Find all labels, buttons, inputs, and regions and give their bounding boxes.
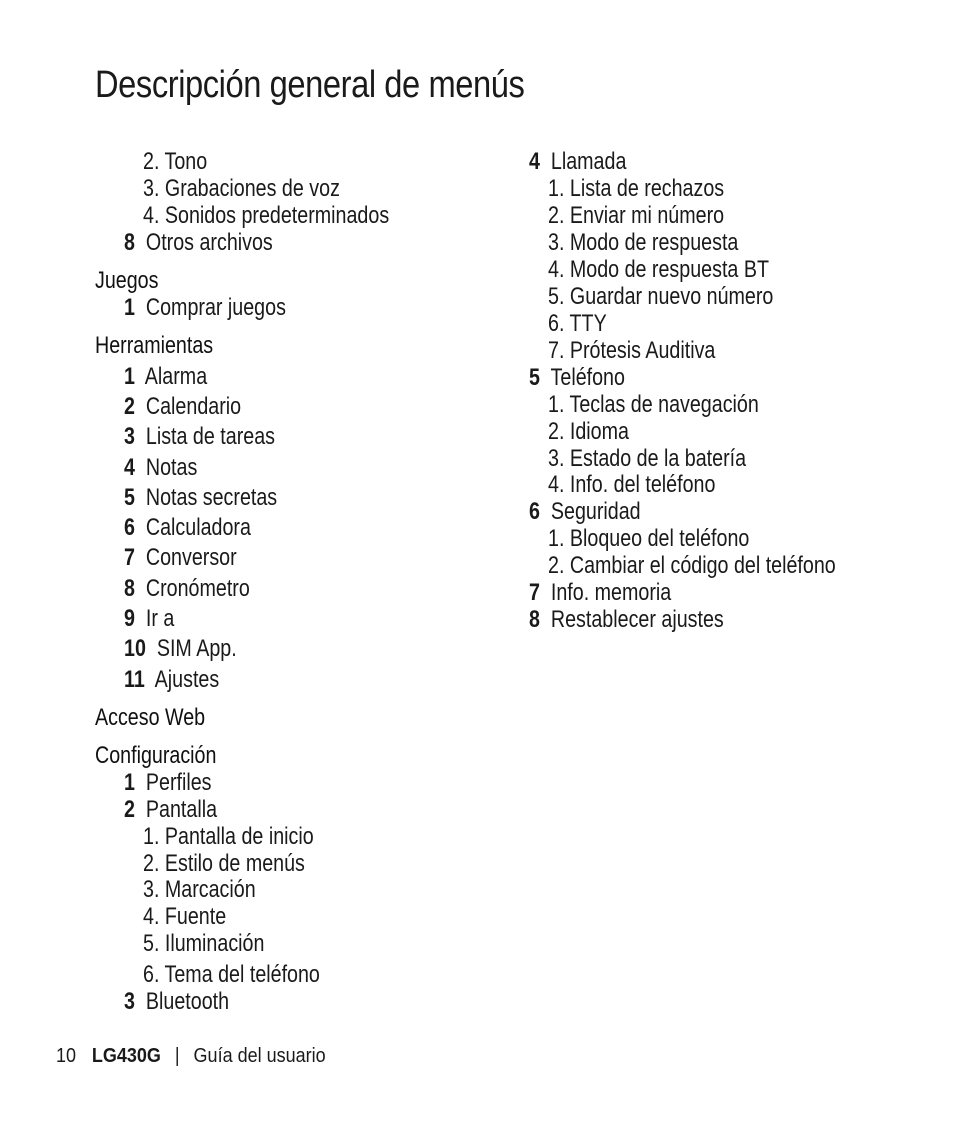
list-item <box>124 363 207 391</box>
item-number: 11 <box>124 666 145 693</box>
page-number: 10 <box>56 1045 77 1067</box>
list-item <box>124 635 237 663</box>
page-footer <box>56 1045 326 1068</box>
list-item: 3. Estado de la batería <box>548 445 747 472</box>
item-label: Perfiles <box>145 769 212 796</box>
list-item <box>124 605 174 633</box>
list-item: 2. Cambiar el código del teléfono <box>548 552 836 579</box>
list-item <box>124 796 217 824</box>
item-number: 8 <box>529 606 540 633</box>
list-item: 5. Iluminación <box>143 930 265 957</box>
list-item: 3. Modo de respuesta <box>548 229 739 256</box>
list-item: 4. Modo de respuesta BT <box>548 256 769 283</box>
list-item <box>124 666 219 694</box>
item-number: 7 <box>529 579 540 606</box>
list-item <box>124 454 197 482</box>
item-number: 7 <box>124 544 135 571</box>
item-label: Pantalla <box>145 796 218 823</box>
item-number: 4 <box>529 148 540 175</box>
list-item <box>529 498 641 526</box>
list-item: 6. Tema del teléfono <box>143 961 320 988</box>
model-name: LG430G <box>91 1045 161 1067</box>
list-item: 2. Idioma <box>548 418 629 445</box>
list-item: 2. Estilo de menús <box>143 850 305 877</box>
item-label: Bluetooth <box>145 988 230 1015</box>
item-number: 6 <box>124 514 135 541</box>
list-item: 1. Pantalla de inicio <box>143 823 314 850</box>
list-item: 4. Fuente <box>143 903 227 930</box>
list-item: 1. Lista de rechazos <box>548 175 725 202</box>
list-item: 1. Teclas de navegación <box>548 391 759 418</box>
list-item: 7. Prótesis Auditiva <box>548 337 716 364</box>
item-label: Seguridad <box>550 498 641 525</box>
item-number: 9 <box>124 605 135 632</box>
item-label: Calendario <box>145 393 242 420</box>
guide-title: Guía del usuario <box>193 1045 326 1067</box>
item-label: Notas secretas <box>145 484 278 511</box>
item-label: Info. memoria <box>550 579 672 606</box>
list-item: 5. Guardar nuevo número <box>548 283 774 310</box>
item-label: Calculadora <box>145 514 251 541</box>
item-label: Lista de tareas <box>145 423 275 450</box>
item-label: Notas <box>145 454 198 481</box>
item-number: 2 <box>124 796 135 823</box>
list-item: 6. TTY <box>548 310 607 337</box>
section-heading-herramientas: Herramientas <box>95 332 214 359</box>
item-label: Otros archivos <box>145 229 273 256</box>
list-item <box>124 294 286 322</box>
list-item <box>124 575 250 603</box>
section-heading-acceso-web: Acceso Web <box>95 704 206 731</box>
item-number: 4 <box>124 454 135 481</box>
item-label: Restablecer ajustes <box>550 606 724 633</box>
list-item <box>124 544 237 572</box>
item-number: 3 <box>124 988 135 1015</box>
list-item <box>124 988 229 1016</box>
list-item <box>124 514 251 542</box>
page-title: Descripción general de menús <box>95 64 525 106</box>
item-number: 8 <box>124 229 135 256</box>
item-number: 5 <box>124 484 135 511</box>
item-number: 10 <box>124 635 146 662</box>
item-label: Ajustes <box>154 666 220 693</box>
list-item: 3. Marcación <box>143 876 256 903</box>
list-item: 3. Grabaciones de voz <box>143 175 340 202</box>
list-item <box>124 393 241 421</box>
section-heading-configuracion: Configuración <box>95 742 217 769</box>
list-item: 2. Enviar mi número <box>548 202 725 229</box>
item-label: Comprar juegos <box>145 294 286 321</box>
item-label: Teléfono <box>550 364 625 391</box>
item-number: 1 <box>124 363 135 390</box>
list-item <box>529 364 625 392</box>
item-number: 1 <box>124 769 135 796</box>
list-item: 4. Sonidos predeterminados <box>143 202 390 229</box>
list-item <box>124 423 275 451</box>
item-label: Ir a <box>145 605 175 632</box>
item-label: Cronómetro <box>145 575 250 602</box>
list-item: 4. Info. del teléfono <box>548 471 716 498</box>
list-item <box>124 484 277 512</box>
item-number: 5 <box>529 364 540 391</box>
item-number: 1 <box>124 294 135 321</box>
list-item: 2. Tono <box>143 148 208 175</box>
item-label: SIM App. <box>156 635 237 662</box>
item-number: 8 <box>124 575 135 602</box>
item-number: 3 <box>124 423 135 450</box>
item-number: 2 <box>124 393 135 420</box>
list-item <box>124 229 273 257</box>
item-label: Alarma <box>144 363 208 390</box>
footer-separator: | <box>174 1045 180 1067</box>
list-item <box>529 148 626 176</box>
item-label: Llamada <box>550 148 627 175</box>
list-item: 1. Bloqueo del teléfono <box>548 525 750 552</box>
section-heading-juegos: Juegos <box>95 267 159 294</box>
item-number: 6 <box>529 498 540 525</box>
list-item <box>124 769 212 797</box>
item-label: Conversor <box>145 544 237 571</box>
list-item <box>529 606 724 634</box>
list-item <box>529 579 671 607</box>
